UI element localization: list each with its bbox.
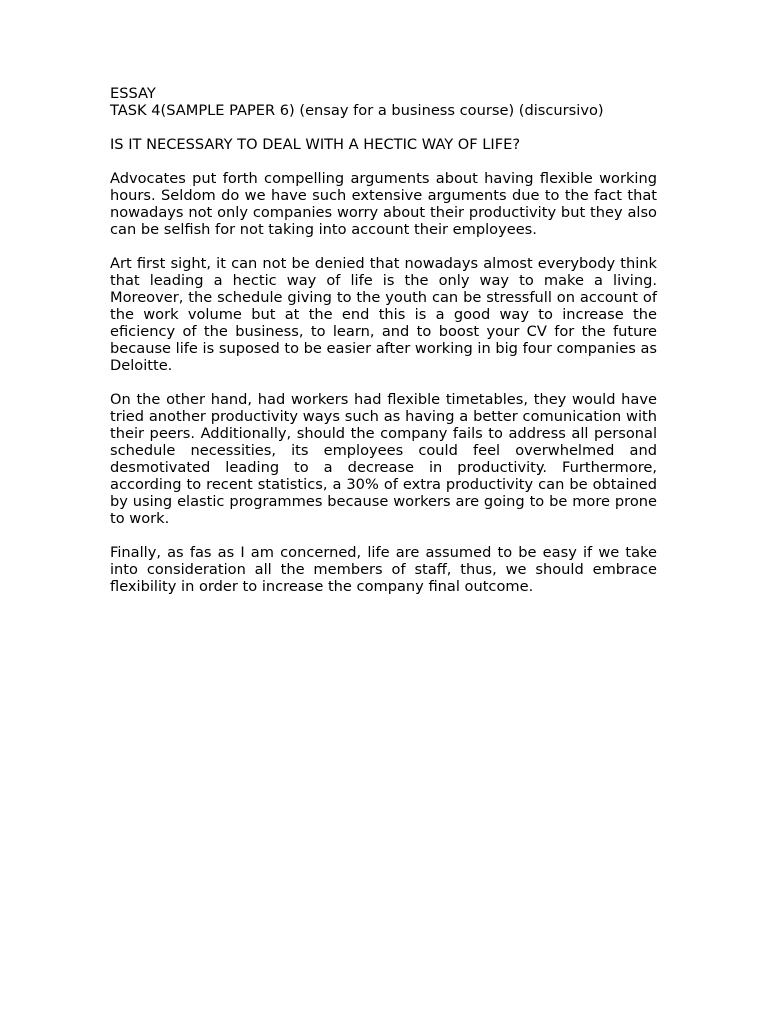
essay-header (110, 85, 657, 119)
essay-question: IS IT NECESSARY TO DEAL WITH A HECTIC WAY OF LIFE? (110, 136, 521, 153)
essay-heading: ESSAY (110, 85, 156, 102)
paragraph-counter-argument: On the other hand, had workers had flexible timetables, they would have tried another productivity ways such as having a better comunication with their peers. Additionally, should the company fails to address all personal schedule necessities, its employees could feel overwhelmed and desmotivated leading to a decrease in productivity. Furthermore, according to recent statistics, a 30% of extra productivity can be obtained by using elastic programmes because workers are going to be more prone to work. (110, 391, 657, 527)
paragraph-introduction: Advocates put forth compelling arguments about having flexible working hours. Seldom do we have such extensive arguments due to the fact that nowadays not only companies worry about their productivity but they also can be selfish for not taking into account their employees. (110, 170, 657, 238)
paragraph-first-argument: Art first sight, it can not be denied that nowadays almost everybody think that leading a hectic way of life is the only way to make a living. Moreover, the schedule giving to the youth can be stressfull on account of the work volume but at the end this is a good way to increase the eficiency of the business, to learn, and to boost your CV for the future because life is suposed to be easier after working in big four companies as Deloitte. (110, 255, 657, 374)
document-page (110, 85, 657, 612)
task-title: TASK 4(SAMPLE PAPER 6) (ensay for a business course) (discursivo) (110, 102, 604, 119)
paragraph-conclusion: Finally, as fas as I am concerned, life are assumed to be easy if we take into consideration all the members of staff, thus, we should embrace flexibility in order to increase the company final outcome. (110, 544, 657, 595)
